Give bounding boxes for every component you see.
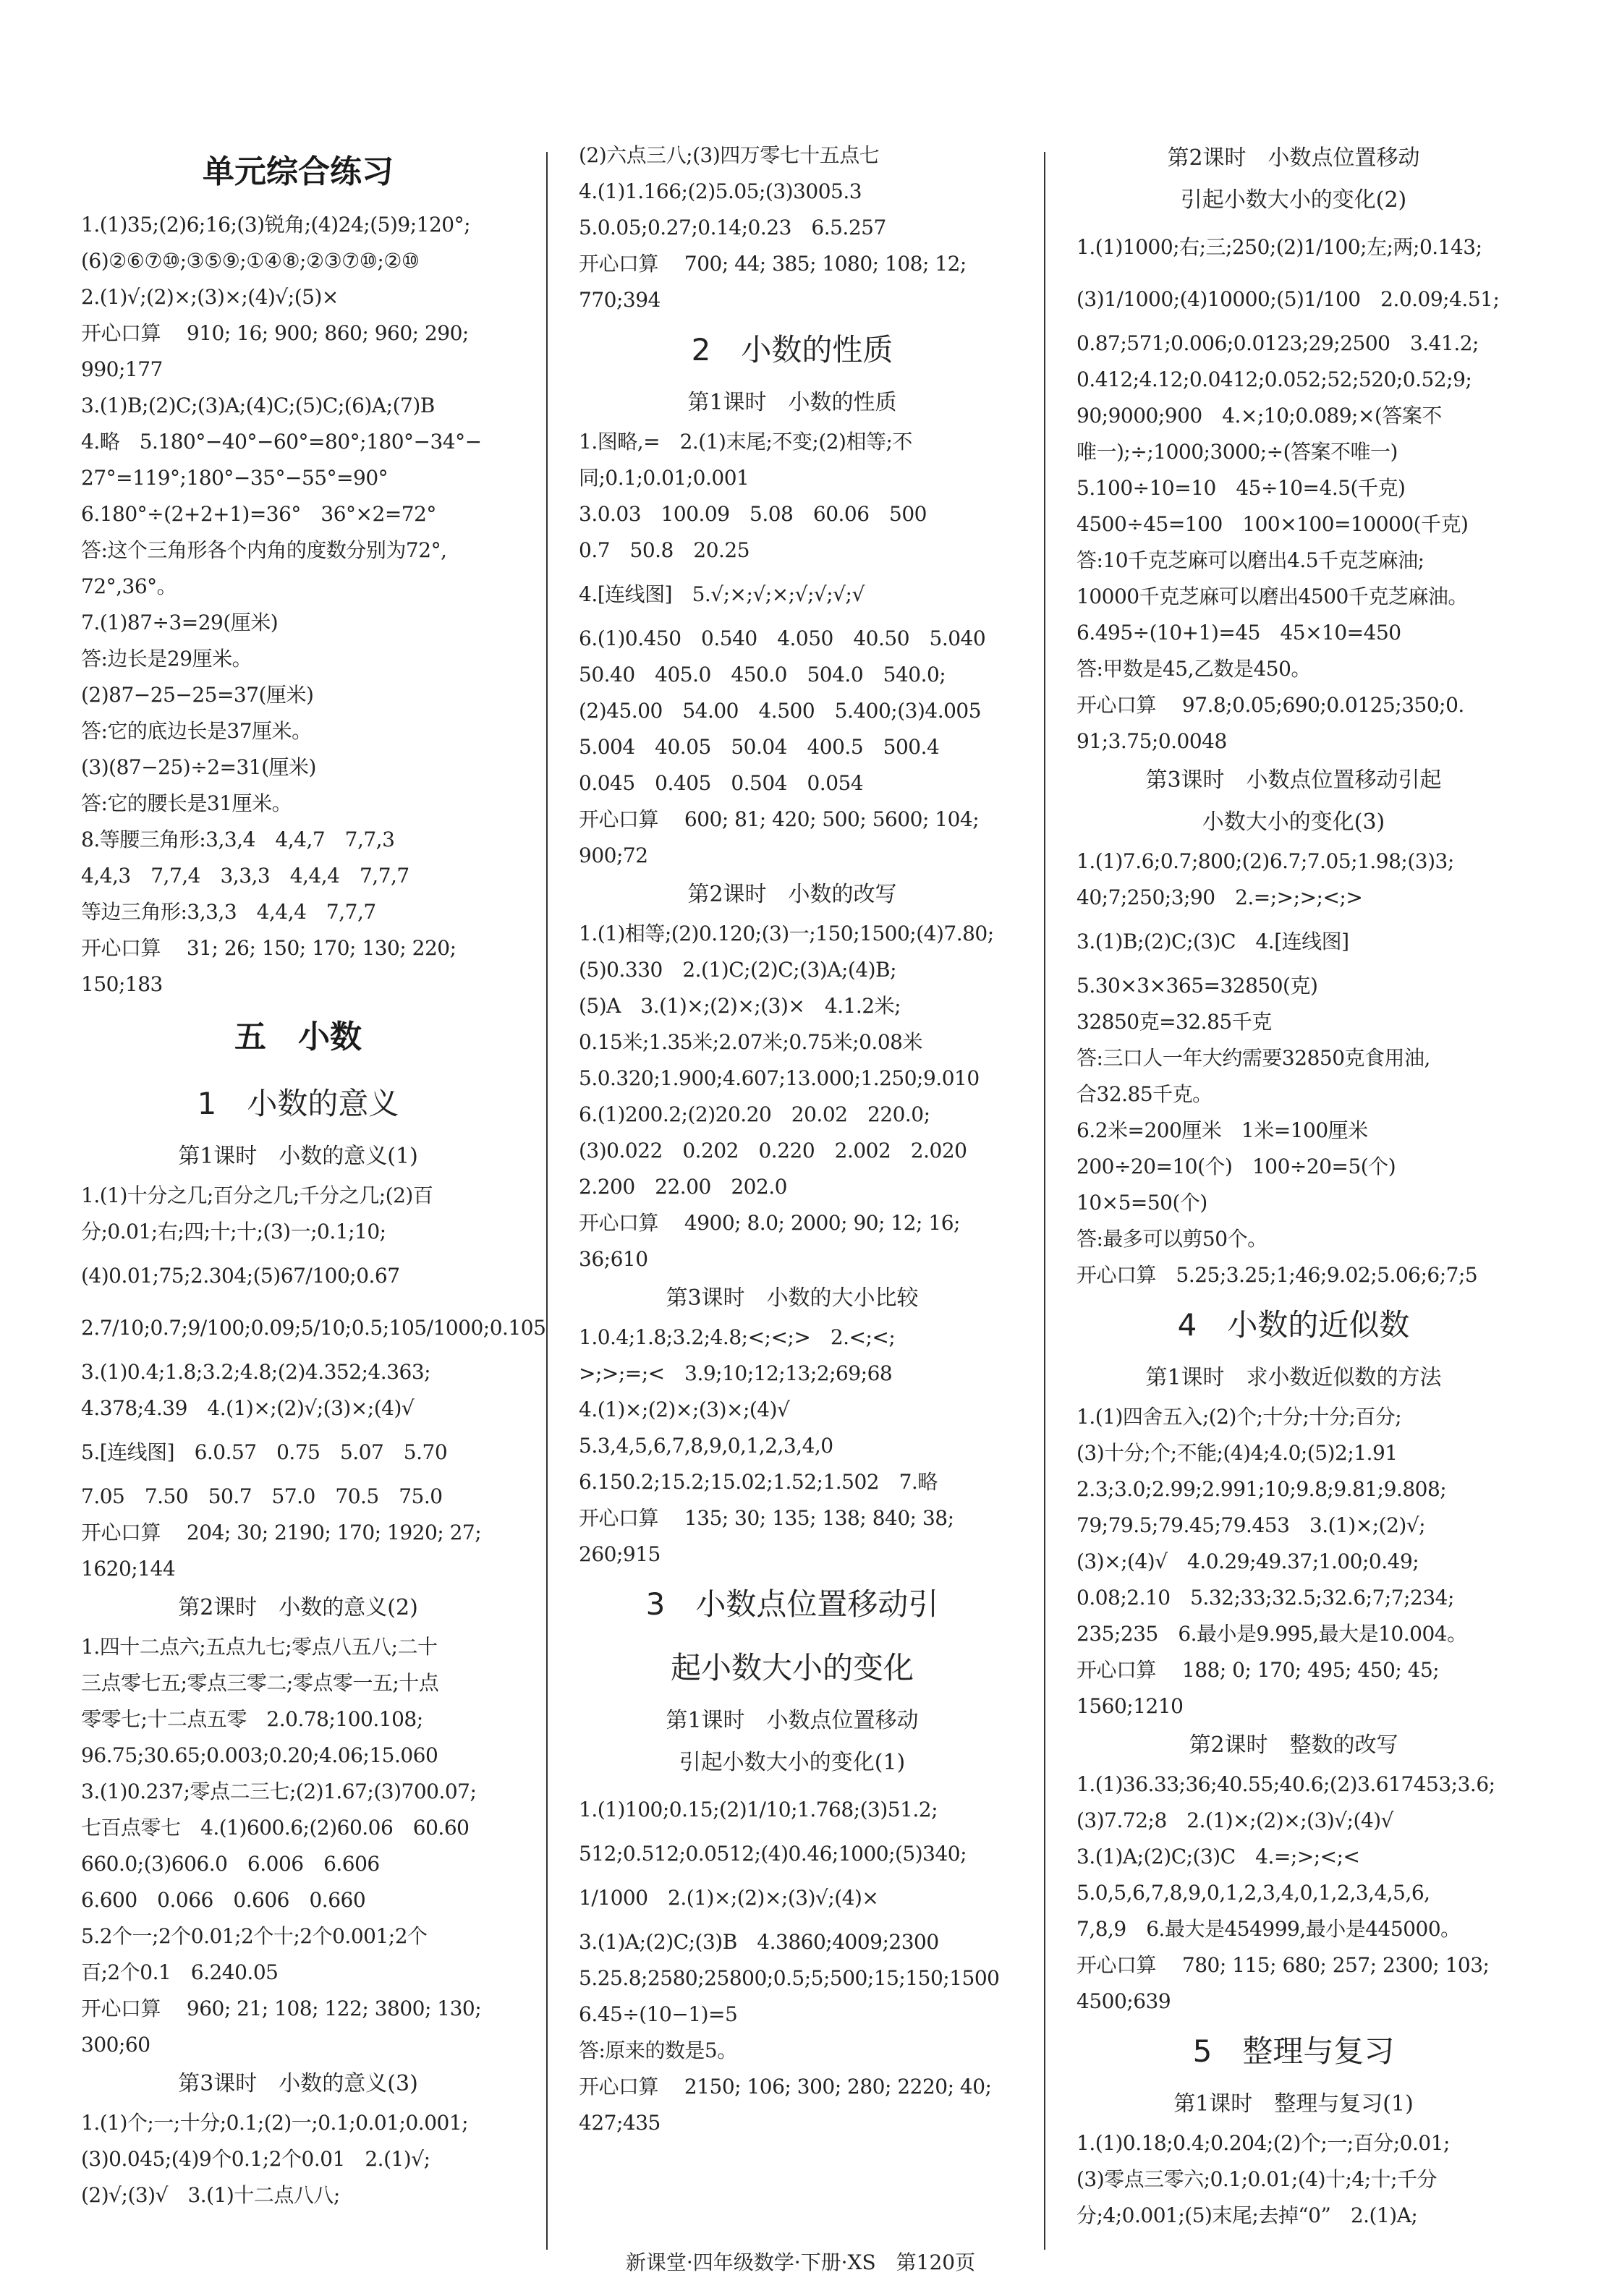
answer-line: 零零七;十二点五零 2.0.78;100.108; [81, 1707, 423, 1731]
answer-line: 27°=119°;180°−35°−55°=90° [81, 466, 388, 490]
answer-column-left [81, 137, 546, 2214]
answer-line: 5.2个一;2个0.01;2个十;2个0.001;2个 [81, 1924, 428, 1948]
answer-line: 50.40 405.0 450.0 504.0 540.0; [579, 663, 946, 686]
answer-line: 36;610 [579, 1247, 648, 1271]
answer-line: 2.7/10;0.7;9/100;0.09;5/10;0.5;105/1000;0.105 [81, 1316, 546, 1340]
lesson-heading: 引起小数大小的变化(1) [679, 1750, 906, 1775]
answer-line: 2.200 22.00 202.0 [579, 1175, 787, 1199]
answer-line: 七百点零七 4.(1)600.6;(2)60.06 60.60 [81, 1816, 470, 1840]
answer-line: 0.15米;1.35米;2.07米;0.75米;0.08米 [579, 1030, 922, 1054]
answer-line: 5.0.05;0.27;0.14;0.23 6.5.257 [579, 216, 886, 239]
lesson-heading: 第2课时 小数点位置移动 [1167, 145, 1420, 171]
answer-line: 6.600 0.066 0.606 0.660 [81, 1888, 366, 1912]
answer-line: 4500÷45=100 100×100=10000(千克) [1076, 512, 1469, 536]
answer-line: 10×5=50(个) [1076, 1191, 1207, 1215]
answer-line: (6)②⑥⑦⑩;③⑤⑨;①④⑧;②③⑦⑩;②⑩ [81, 249, 420, 273]
answer-line: 1.(1)四舍五入;(2)个;十分;十分;百分; [1076, 1405, 1402, 1429]
answer-line: (3)0.022 0.202 0.220 2.002 2.020 [579, 1139, 967, 1162]
answer-line: 1560;1210 [1076, 1694, 1184, 1718]
lesson-heading: 第2课时 小数的意义(2) [178, 1595, 418, 1620]
answer-line: 32850克=32.85千克 [1076, 1010, 1272, 1034]
answer-line: 唯一);÷;1000;3000;÷(答案不唯一) [1076, 440, 1398, 464]
answer-line: 3.(1)0.4;1.8;3.2;4.8;(2)4.352;4.363; [81, 1360, 431, 1384]
answer-line: 5.100÷10=10 45÷10=4.5(千克) [1076, 476, 1406, 500]
section-heading: 起小数大小的变化 [670, 1650, 914, 1685]
answer-line: >;>;=;< 3.9;10;12;13;2;69;68 [579, 1361, 893, 1385]
answer-line: 3.(1)A;(2)C;(3)B 4.3860;4009;2300 [579, 1930, 939, 1954]
answer-line: 6.(1)0.450 0.540 4.050 40.50 5.040 [579, 626, 986, 650]
answer-line: 0.87;571;0.006;0.0123;29;2500 3.41.2; [1076, 331, 1479, 355]
answer-line: 1.(1)十分之几;百分之几;千分之几;(2)百 [81, 1183, 433, 1207]
answer-line: 4.[连线图] 5.√;×;√;×;√;√;√;√ [579, 582, 865, 606]
answer-line: 660.0;(3)606.0 6.006 6.606 [81, 1852, 380, 1876]
answer-line: (3)零点三零六;0.1;0.01;(4)十;4;十;千分 [1076, 2167, 1437, 2191]
answer-line: 4.(1)1.166;(2)5.05;(3)3005.3 [579, 179, 862, 203]
section-heading: 2 小数的性质 [691, 332, 893, 367]
lesson-heading: 第1课时 小数的意义(1) [178, 1144, 418, 1169]
answer-line: 开心口算 4900; 8.0; 2000; 90; 12; 16; [579, 1211, 960, 1235]
answer-line: 5.30×3×365=32850(克) [1076, 974, 1318, 998]
answer-line: (3)1/1000;(4)10000;(5)1/100 2.0.09;4.51; [1076, 287, 1500, 311]
answer-line: 1.(1)个;一;十分;0.1;(2)一;0.1;0.01;0.001; [81, 2111, 469, 2135]
answer-line: 答:这个三角形各个内角的度数分别为72°, [81, 538, 447, 562]
answer-line: 开心口算 910; 16; 900; 860; 960; 290; [81, 321, 469, 345]
answer-line: 8.等腰三角形:3,3,4 4,4,7 7,7,3 [81, 828, 395, 851]
answer-line: 答:最多可以剪50个。 [1076, 1227, 1267, 1251]
lesson-heading: 第2课时 小数的改写 [687, 882, 897, 907]
section-heading: 1 小数的意义 [197, 1086, 399, 1121]
answer-line: (2)√;(3)√ 3.(1)十二点八八; [81, 2183, 340, 2207]
answer-line: 5.[连线图] 6.0.57 0.75 5.07 5.70 [81, 1440, 448, 1464]
lesson-heading: 第1课时 小数的性质 [687, 390, 897, 415]
answer-line: 2.3;3.0;2.99;2.991;10;9.8;9.81;9.808; [1076, 1477, 1447, 1501]
answer-line: 3.(1)B;(2)C;(3)C 4.[连线图] [1076, 930, 1349, 953]
answer-line: 5.25.8;2580;25800;0.5;5;500;15;150;1500 [579, 1966, 1000, 1990]
answer-line: 答:原来的数是5。 [579, 2038, 737, 2062]
answer-column-right [1076, 137, 1511, 2234]
answer-line: 1.(1)36.33;36;40.55;40.6;(2)3.617453;3.6; [1076, 1772, 1495, 1796]
answer-line: 6.150.2;15.2;15.02;1.52;1.502 7.略 [579, 1470, 938, 1494]
answer-line: 开心口算 135; 30; 135; 138; 840; 38; [579, 1506, 954, 1530]
answer-line: 0.7 50.8 20.25 [579, 538, 750, 562]
answer-line: 答:三口人一年大约需要32850克食用油, [1076, 1046, 1430, 1070]
answer-line: 40;7;250;3;90 2.=;>;>;<;> [1076, 885, 1363, 909]
answer-line: (5)A 3.(1)×;(2)×;(3)× 4.1.2米; [579, 994, 901, 1018]
answer-line: 答:10千克芝麻可以磨出4.5千克芝麻油; [1076, 548, 1424, 572]
answer-line: 答:它的底边长是37厘米。 [81, 719, 312, 743]
answer-line: 900;72 [579, 843, 648, 867]
section-heading: 5 整理与复习 [1192, 2033, 1395, 2069]
answer-line: 6.2米=200厘米 1米=100厘米 [1076, 1118, 1368, 1142]
answer-line: 3.(1)B;(2)C;(3)A;(4)C;(5)C;(6)A;(7)B [81, 394, 435, 417]
answer-line: 1.(1)相等;(2)0.120;(3)一;150;1500;(4)7.80; [579, 922, 994, 945]
answer-line: 770;394 [579, 288, 661, 312]
answer-line: 3.0.03 100.09 5.08 60.06 500 [579, 502, 927, 526]
answer-line: (3)7.72;8 2.(1)×;(2)×;(3)√;(4)√ [1076, 1808, 1394, 1832]
lesson-heading: 第1课时 小数点位置移动 [666, 1708, 919, 1733]
lesson-heading: 小数大小的变化(3) [1202, 809, 1385, 835]
answer-line: 5.0,5,6,7,8,9,0,1,2,3,4,0,1,2,3,4,5,6, [1076, 1881, 1430, 1905]
lesson-heading: 第1课时 整理与复习(1) [1173, 2091, 1414, 2117]
answer-line: 分;4;0.001;(5)末尾;去掉“0” 2.(1)A; [1076, 2203, 1418, 2227]
answer-line: 90;9000;900 4.×;10;0.089;×(答案不 [1076, 404, 1442, 428]
answer-line: 3.(1)A;(2)C;(3)C 4.=;>;<;< [1076, 1845, 1360, 1868]
answer-line: 2.(1)√;(2)×;(3)×;(4)√;(5)× [81, 285, 339, 309]
answer-line: 开心口算 97.8;0.05;690;0.0125;350;0. [1076, 693, 1464, 717]
answer-line: 6.495÷(10+1)=45 45×10=450 [1076, 621, 1401, 645]
answer-line: 0.08;2.10 5.32;33;32.5;32.6;7;7;234; [1076, 1586, 1454, 1610]
answer-line: 开心口算 780; 115; 680; 257; 2300; 103; [1076, 1953, 1490, 1977]
answer-line: 分;0.01;右;四;十;十;(3)一;0.1;10; [81, 1220, 386, 1243]
lesson-heading: 引起小数大小的变化(2) [1180, 187, 1407, 213]
answer-line: 开心口算 960; 21; 108; 122; 3800; 130; [81, 1997, 482, 2020]
answer-line: (2)六点三八;(3)四万零七十五点七 [579, 143, 880, 167]
answer-line: 7,8,9 6.最大是454999,最小是445000。 [1076, 1917, 1461, 1941]
answer-line: 7.05 7.50 50.7 57.0 70.5 75.0 [81, 1484, 443, 1508]
answer-column-middle [579, 137, 1006, 2141]
answer-line: (2)45.00 54.00 4.500 5.400;(3)4.005 [579, 699, 982, 723]
answer-line: 1.0.4;1.8;3.2;4.8;<;<;> 2.<;<; [579, 1325, 896, 1349]
answer-line: 5.0.320;1.900;4.607;13.000;1.250;9.010 [579, 1066, 980, 1090]
answer-line: 答:甲数是45,乙数是450。 [1076, 657, 1311, 681]
answer-line: 10000千克芝麻可以磨出4500千克芝麻油。 [1076, 584, 1468, 608]
answer-line: 1.(1)7.6;0.7;800;(2)6.7;7.05;1.98;(3)3; [1076, 849, 1454, 873]
answer-line: 6.180°÷(2+2+1)=36° 36°×2=72° [81, 502, 436, 526]
answer-line: (4)0.01;75;2.304;(5)67/100;0.67 [81, 1264, 400, 1288]
answer-line: 200÷20=10(个) 100÷20=5(个) [1076, 1155, 1396, 1178]
unit-heading: 单元综合练习 [203, 153, 394, 190]
answer-line: 百;2个0.1 6.240.05 [81, 1960, 279, 1984]
answer-line: (2)87−25−25=37(厘米) [81, 683, 314, 707]
answer-line: 4.378;4.39 4.(1)×;(2)√;(3)×;(4)√ [81, 1396, 415, 1420]
lesson-heading: 第3课时 小数点位置移动引起 [1145, 768, 1442, 793]
answer-line: 4.略 5.180°−40°−60°=80°;180°−34°− [81, 430, 482, 454]
section-heading: 3 小数点位置移动引 [645, 1586, 939, 1622]
answer-line: 合32.85千克。 [1076, 1082, 1213, 1106]
column-divider [546, 152, 548, 2250]
answer-line: (3)0.045;(4)9个0.1;2个0.01 2.(1)√; [81, 2147, 430, 2171]
answer-line: 427;435 [579, 2111, 661, 2135]
answer-line: 等边三角形:3,3,3 4,4,4 7,7,7 [81, 900, 376, 924]
answer-line: 96.75;30.65;0.003;0.20;4.06;15.060 [81, 1743, 438, 1767]
answer-line: 0.412;4.12;0.0412;0.052;52;520;0.52;9; [1076, 367, 1472, 391]
answer-line: 答:它的腰长是31厘米。 [81, 791, 292, 815]
unit-heading: 五 小数 [234, 1019, 362, 1055]
answer-line: (3)(87−25)÷2=31(厘米) [81, 755, 316, 779]
page-footer: 新课堂·四年级数学·下册·XS 第120页 [625, 2250, 976, 2274]
answer-line: (3)×;(4)√ 4.0.29;49.37;1.00;0.49; [1076, 1549, 1419, 1573]
answer-line: 6.(1)200.2;(2)20.20 20.02 220.0; [579, 1102, 930, 1126]
answer-line: 0.045 0.405 0.504 0.054 [579, 771, 864, 795]
answer-line: 7.(1)87÷3=29(厘米) [81, 611, 279, 634]
answer-line: 开心口算 2150; 106; 300; 280; 2220; 40; [579, 2075, 992, 2099]
answer-line: 1.图略,= 2.(1)末尾;不变;(2)相等;不 [579, 430, 912, 454]
answer-line: 990;177 [81, 357, 163, 381]
answer-line: 6.45÷(10−1)=5 [579, 2002, 738, 2026]
column-divider [1044, 152, 1045, 2250]
answer-line: 开心口算 188; 0; 170; 495; 450; 45; [1076, 1658, 1440, 1682]
answer-line: 5.004 40.05 50.04 400.5 500.4 [579, 735, 940, 759]
answer-line: 4.(1)×;(2)×;(3)×;(4)√ [579, 1398, 790, 1421]
answer-line: 1620;144 [81, 1557, 176, 1581]
answer-line: 答:边长是29厘米。 [81, 647, 252, 671]
answer-line: 开心口算 5.25;3.25;1;46;9.02;5.06;6;7;5 [1076, 1263, 1478, 1287]
answer-line: 300;60 [81, 2033, 150, 2057]
answer-line: 150;183 [81, 972, 163, 996]
answer-line: 开心口算 600; 81; 420; 500; 5600; 104; [579, 807, 980, 831]
answer-line: 同;0.1;0.01;0.001 [579, 466, 749, 490]
answer-line: 1.(1)35;(2)6;16;(3)锐角;(4)24;(5)9;120°; [81, 213, 471, 237]
lesson-heading: 第1课时 求小数近似数的方法 [1145, 1365, 1442, 1390]
answer-line: 1.(1)1000;右;三;250;(2)1/100;左;两;0.143; [1076, 235, 1482, 259]
lesson-heading: 第3课时 小数的大小比较 [666, 1285, 919, 1311]
answer-line: 开心口算 204; 30; 2190; 170; 1920; 27; [81, 1521, 482, 1544]
answer-line: 79;79.5;79.45;79.453 3.(1)×;(2)√; [1076, 1513, 1426, 1537]
lesson-heading: 第2课时 整数的改写 [1189, 1732, 1398, 1758]
section-heading: 4 小数的近似数 [1177, 1307, 1410, 1343]
answer-line: 4,4,3 7,7,4 3,3,3 4,4,4 7,7,7 [81, 864, 409, 888]
answer-line: 512;0.512;0.0512;(4)0.46;1000;(5)340; [579, 1842, 967, 1866]
answer-line: 1.(1)100;0.15;(2)1/10;1.768;(3)51.2; [579, 1798, 938, 1821]
lesson-heading: 第3课时 小数的意义(3) [178, 2071, 418, 2096]
answer-line: 1.(1)0.18;0.4;0.204;(2)个;一;百分;0.01; [1076, 2131, 1450, 2155]
answer-line: 开心口算 700; 44; 385; 1080; 108; 12; [579, 252, 967, 276]
answer-line: 91;3.75;0.0048 [1076, 729, 1227, 753]
answer-line: 4500;639 [1076, 1989, 1171, 2013]
answer-line: 开心口算 31; 26; 150; 170; 130; 220; [81, 936, 456, 960]
answer-line: 72°,36°。 [81, 574, 177, 598]
answer-line: 235;235 6.最小是9.995,最大是10.004。 [1076, 1622, 1467, 1646]
answer-line: (5)0.330 2.(1)C;(2)C;(3)A;(4)B; [579, 958, 897, 982]
answer-line: 1.四十二点六;五点九七;零点八五八;二十 [81, 1635, 438, 1659]
answer-line: 三点零七五;零点三零二;零点零一五;十点 [81, 1671, 439, 1695]
answer-line: (3)十分;个;不能;(4)4;4.0;(5)2;1.91 [1076, 1441, 1398, 1465]
answer-line: 5.3,4,5,6,7,8,9,0,1,2,3,4,0 [579, 1434, 833, 1458]
answer-line: 3.(1)0.237;零点二三七;(2)1.67;(3)700.07; [81, 1780, 477, 1803]
answer-line: 260;915 [579, 1542, 661, 1566]
answer-line: 1/1000 2.(1)×;(2)×;(3)√;(4)× [579, 1886, 879, 1910]
